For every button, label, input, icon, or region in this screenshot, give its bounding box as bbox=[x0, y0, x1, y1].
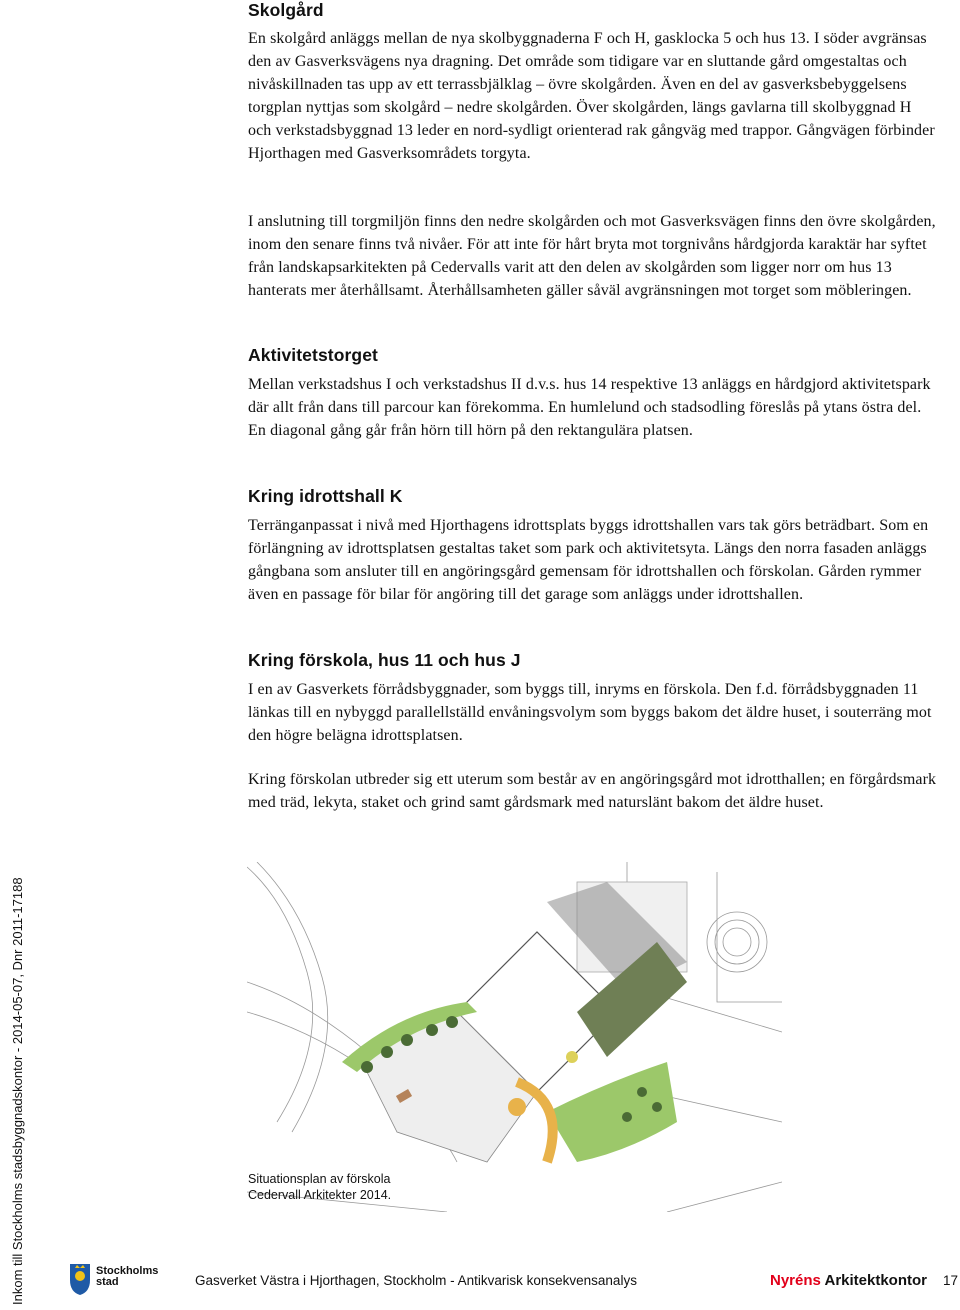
logo-line-2: stad bbox=[96, 1276, 119, 1288]
play-circle bbox=[508, 1098, 526, 1116]
paragraph-skolgard-2: I anslutning till torgmiljön finns den nedre skolgården och mot Gasverksvägen finns den övre skolgården, inom den senare finns två nivåer. För att inte för hårt bryta mot torgnivåns hårdgjorda karaktär har syftet från landskapsarkitekten på Cedervalls varit att den delen av skolgården som ligger norr om hus 13 hanterats mer återhållsamt. Återhållsamheten gäller såväl avgränsningen mot torget som möbleringen. bbox=[248, 213, 936, 299]
brand-nyrens: Nyréns bbox=[770, 1272, 821, 1289]
paragraph-forskola-1: I en av Gasverkets förrådsbyggnader, som byggs till, inryms en förskola. Den f.d. förrådsbyggnaden 11 länkas till en nybyggd parallellställd envåningsvolym som byggs bakom det äldre huset, i souterräng mot den högre belägna idrottsplatsen. bbox=[248, 681, 932, 744]
heading-forskola: Kring förskola, hus 11 och hus J bbox=[248, 650, 521, 670]
logo-line-1: Stockholms bbox=[96, 1265, 159, 1277]
paragraph-skolgard-1: En skolgård anläggs mellan de nya skolbyggnaderna F och H, gasklocka 5 och hus 13. I söder avgränsas den av Gasverksvägens nya dragning. Det område som tidigare var en sluttande gård omgestaltas och nivåskillnaden tas upp av ett terrassbjälklag – övre skolgården. Även en del av gasverksbebyggelsens torgplan nyttjas som skolgård – nedre skolgården. Över skolgården, längs gavlarna till skolbyggnad H och verkstadsbyggnad 13 leder en nord-sydligt orienterad rak gångväg med trappor. Gångvägen förbinder Hjorthagen med Gasverksområdets torgyta. bbox=[248, 30, 935, 162]
site-plan bbox=[247, 862, 782, 1212]
paragraph-aktivitetstorget: Mellan verkstadshus I och verkstadshus II d.v.s. hus 14 respektive 13 anläggs en hårdgjord aktivitetspark där allt från dans till parcour kan förekomma. En humlelund och stadsodling föreslås på ytans östra del. En diagonal gång går från hörn till hörn på den rektangulära platsen. bbox=[248, 376, 931, 439]
paragraph-idrottshall: Terränganpassat i nivå med Hjorthagens idrottsplats byggs idrottshallen vars tak görs beträdbart. Som en förlängning av idrottsplatsen gestaltas taket som park och aktivitetsyta. Längs den norra fasaden anläggs gångbana som ansluter till en angöringsgård gemensam för idrottshallen och förskolan. Gården rymmer även en passage för bilar för angöring till det garage som anläggs under idrottshallen. bbox=[248, 517, 929, 603]
site-plan-drawing bbox=[247, 862, 782, 1212]
paragraph-forskola-2: Kring förskolan utbreder sig ett uterum som består av en angöringsgård mot idrotthallen; en förgårdsmark med träd, lekyta, staket och grind samt gårdsmark med naturslänt bakom det äldre huset. bbox=[248, 771, 937, 811]
heading-skolgard: Skolgård bbox=[248, 0, 324, 20]
sidebar-stamp-text: Inkom till Stockholms stadsbyggnadskontor - 2014-05-07, Dnr 2011-17188 bbox=[10, 877, 25, 1305]
grass-slope bbox=[547, 1062, 677, 1162]
caption-line-2: Cedervall Arkitekter 2014. bbox=[248, 1188, 392, 1202]
footer-title: Gasverket Västra i Hjorthagen, Stockholm - Antikvarisk konsekvensanalys bbox=[195, 1273, 637, 1288]
footer-brand bbox=[770, 1272, 927, 1289]
caption-line-1: Situationsplan av förskola bbox=[248, 1172, 391, 1186]
stockholm-logo-text bbox=[96, 1266, 158, 1288]
figure-caption bbox=[248, 1171, 391, 1203]
play-dot bbox=[566, 1051, 578, 1063]
heading-aktivitetstorget: Aktivitetstorget bbox=[248, 345, 378, 365]
page-number: 17 bbox=[943, 1273, 959, 1288]
brand-arkitektkontor: Arkitektkontor bbox=[824, 1272, 928, 1289]
heading-idrottshall: Kring idrottshall K bbox=[248, 486, 403, 506]
